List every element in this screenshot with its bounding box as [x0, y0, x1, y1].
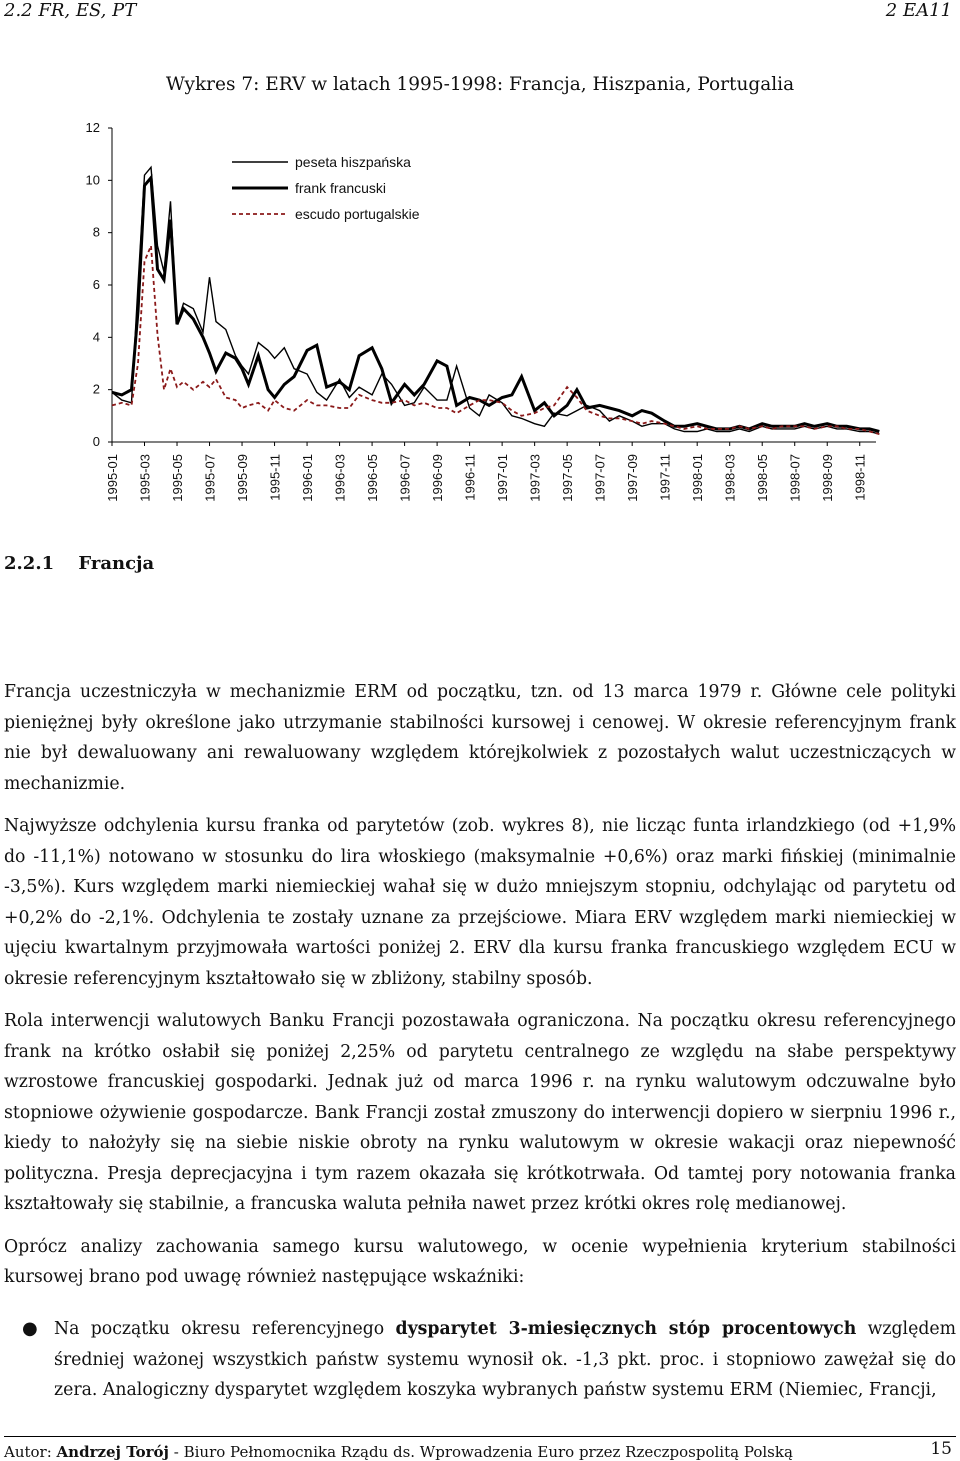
figure-title: Wykres 7: ERV w latach 1995-1998: Francja, Hiszpania, Portugalia — [165, 74, 795, 95]
x-tick-label: 1998-09 — [820, 454, 836, 502]
x-tick-label: 1998-11 — [852, 454, 868, 501]
x-tick-label: 1995-11 — [267, 454, 283, 501]
x-tick-label: 1995-07 — [202, 454, 218, 502]
x-tick-label: 1997-07 — [592, 454, 608, 502]
section-title: Francja — [78, 553, 155, 574]
footer-author: Andrzej Torój — [56, 1443, 169, 1461]
x-tick-label: 1995-09 — [235, 454, 251, 502]
x-tick-label: 1997-03 — [527, 454, 543, 502]
paragraph: Francja uczestniczyła w mechanizmie ERM od początku, tzn. od 13 marca 1979 r. Główne cele polityki pieniężnej były określone jako utrzymanie stabilności kursowej i cenowej. W okresie referencyjnym frank nie był dewaluowany ani rewaluowany względem którejkolwiek z pozostałych walut uczestniczących w mechanizmie. — [4, 682, 956, 794]
page-number: 15 — [930, 1439, 952, 1459]
x-tick-label: 1996-09 — [430, 454, 446, 502]
running-header-right: 2 EA11 — [885, 0, 952, 21]
y-tick-label: 12 — [85, 120, 100, 135]
x-tick-label: 1998-07 — [787, 454, 803, 502]
x-tick-label: 1996-03 — [332, 454, 348, 502]
legend-label: peseta hiszpańska — [295, 154, 411, 170]
x-tick-label: 1997-05 — [560, 454, 576, 502]
footer-affiliation: - Biuro Pełnomocnika Rządu ds. Wprowadzenia Euro przez Rzeczpospolitą Polską — [168, 1443, 793, 1461]
paragraph: Najwyższe odchylenia kursu franka od parytetów (zob. wykres 8), nie licząc funta irlandzkiego (od +1,9% do -11,1%) notowano w stosunku do lira włoskiego (maksymalnie +0,6%) oraz marki fińskiej (minimalnie -3,5%). Kurs względem marki niemieckiej wahał się w dużo mniejszym stopniu, odchylając od parytetu od +0,2% do -2,1%. Odchylenia te zostały uznane za przejściowe. Miara ERV względem marki niemieckiej w ujęciu kwartalnym przyjmowała wartości poniżej 2. ERV dla kursu franka francuskiego względem ECU w okresie referencyjnym kształtowało się w zbliżony, stabilny sposób. — [4, 816, 956, 989]
x-tick-label: 1995-05 — [170, 454, 186, 502]
x-tick-label: 1995-01 — [105, 454, 120, 502]
x-tick-label: 1998-05 — [755, 454, 771, 502]
section-heading — [4, 553, 154, 574]
bullet-text-before: Na początku okresu referencyjnego — [54, 1319, 396, 1339]
x-tick-label: 1996-07 — [397, 454, 413, 502]
x-tick-label: 1996-11 — [462, 454, 478, 501]
series-line — [112, 167, 879, 434]
x-tick-label: 1998-01 — [690, 454, 706, 502]
legend-label: frank francuski — [295, 180, 387, 196]
series-line — [112, 246, 879, 434]
x-tick-label: 1997-09 — [625, 454, 641, 502]
y-tick-label: 0 — [92, 434, 100, 449]
y-tick-label: 8 — [92, 224, 100, 240]
erv-line-chart — [0, 112, 960, 522]
x-tick-label: 1996-01 — [300, 454, 316, 502]
series-line — [112, 178, 879, 432]
section-number: 2.2.1 — [4, 553, 55, 574]
bullet-item — [54, 1314, 956, 1406]
y-tick-label: 4 — [92, 329, 100, 345]
x-tick-label: 1998-03 — [722, 454, 738, 502]
bullet-text-after: względem średniej ważonej wszystkich państw systemu wynosił ok. -1,3 pkt. proc. i stopniowo zawężał się do zera. Analogiczny dysparytet względem koszyka wybranych państw systemu ERM (Niemiec, Francji, — [54, 1319, 956, 1400]
bullet-bold-term: dysparytet 3-miesięcznych stóp procentowych — [395, 1319, 857, 1339]
y-tick-label: 2 — [92, 381, 100, 397]
y-tick-label: 6 — [92, 277, 100, 292]
page-footer — [4, 1436, 956, 1461]
paragraph: Rola interwencji walutowych Banku Francji pozostawała ograniczona. Na początku okresu referencyjnego frank na krótko osłabił się poniżej 2,25% od parytetu centralnego ze względu na słabe perspektywy wzrostowe francuskiej gospodarki. Jednak już od marca 1996 r. na rynku walutowym odczuwalne było stopniowe ożywienie gospodarcze. Bank Francji został zmuszony do interwencji dopiero w sierpniu 1996 r., kiedy to nałożyły się na siebie niskie obroty na rynku walutowym w okresie wakacji oraz niepewność polityczna. Presja deprecjacyjna i tym razem okazała się krótkotrwała. Od tamtej pory notowania franka kształtowały się stabilnie, a francuska waluta pełniła nawet przez krótki okres rolę medianowej. — [4, 1011, 956, 1214]
x-tick-label: 1996-05 — [365, 454, 381, 502]
y-tick-label: 10 — [85, 172, 100, 188]
x-tick-label: 1997-11 — [657, 454, 673, 501]
legend-label: escudo portugalskie — [295, 206, 420, 222]
x-tick-label: 1997-01 — [495, 454, 511, 502]
bullet-list — [4, 1314, 956, 1406]
running-header-left: 2.2 FR, ES, PT — [4, 0, 137, 21]
body-text — [4, 677, 956, 1305]
bullet-icon: ● — [22, 1318, 38, 1339]
footer-label: Autor: — [4, 1443, 57, 1461]
paragraph: Oprócz analizy zachowania samego kursu walutowego, w ocenie wypełnienia kryterium stabilności kursowej brano pod uwagę również następujące wskaźniki: — [4, 1236, 956, 1287]
x-tick-label: 1995-03 — [137, 454, 153, 502]
